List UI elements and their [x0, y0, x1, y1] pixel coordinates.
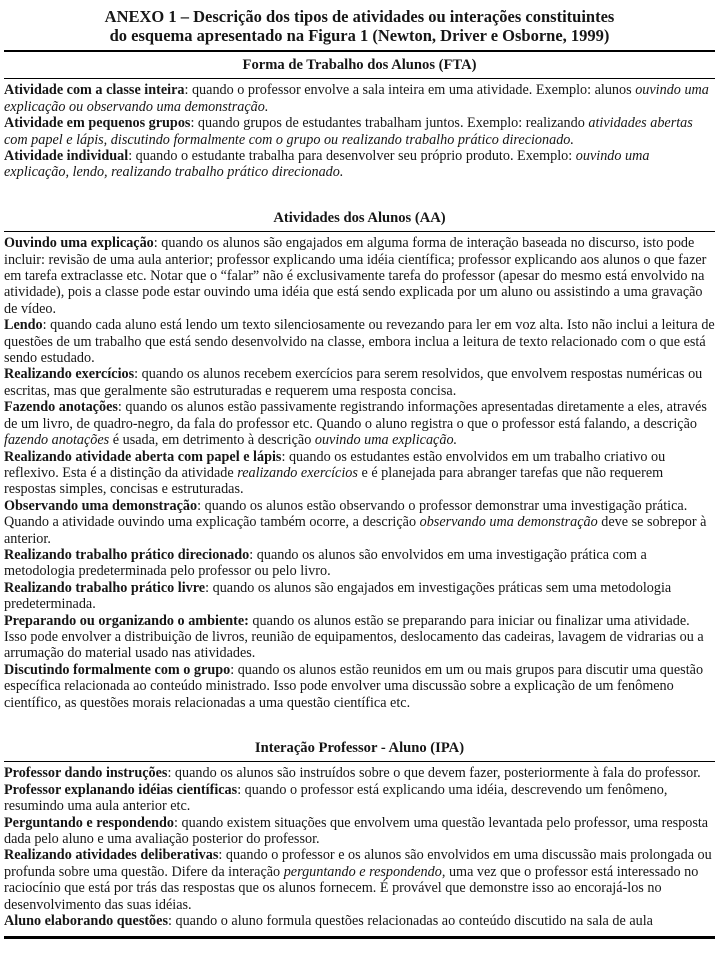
term-label: Atividade individual: [4, 148, 129, 165]
term-label: Preparando ou organizando o ambiente:: [4, 612, 249, 629]
definition-entry: [4, 498, 715, 547]
emphasis-text: atividades abertas com papel e lápis, discutindo formalmente com o grupo ou realizando trabalho prático direcionado.: [4, 115, 693, 148]
section-header: Atividades dos Alunos (AA): [273, 209, 446, 226]
emphasis-text: ouvindo uma explicação, lendo, realizando trabalho prático direcionado.: [4, 148, 650, 181]
body-text: : quando o professor e os alunos são envolvidos em uma discussão mais prolongada ou profunda sobre uma questão. Difere da interação: [4, 847, 712, 880]
document-section: [4, 57, 715, 181]
definition-entry: [4, 847, 715, 913]
body-text: : quando os alunos estão passivamente registrando informações apresentadas diretamente a eles, através de um livro, de quadro-negro, da fala do professor etc. Quando o aluno registra o que o professor está falando, a descrição: [4, 399, 707, 432]
term-label: Atividade com a classe inteira: [4, 82, 185, 99]
section-header: Interação Professor - Aluno (IPA): [254, 740, 465, 756]
definition-entry: [4, 235, 715, 317]
definition-entry: [4, 399, 715, 448]
term-label: Professor dando instruções: [4, 765, 168, 782]
body-text: : quando os alunos são instruídos sobre o que devem fazer, posteriormente à fala do professor.: [167, 765, 701, 782]
title-divider: [4, 50, 715, 52]
body-text: : quando os alunos são engajados em investigações práticas sem uma metodologia predeterminada.: [4, 579, 672, 613]
body-text: : quando o professor envolve a sala inteira em uma atividade. Exemplo: alunos: [184, 82, 636, 99]
term-label: Realizando atividades deliberativas: [4, 847, 219, 864]
term-label: Realizando trabalho prático livre: [4, 579, 206, 596]
page-bottom-divider: [4, 936, 715, 939]
definition-entry: [4, 82, 715, 115]
definition-entry: [4, 547, 715, 580]
definition-entry: [4, 613, 715, 662]
body-text: e é planejada para abranger tarefas que não requerem respostas simples, concisas e estruturadas.: [4, 464, 664, 498]
term-label: Discutindo formalmente com o grupo: [4, 661, 231, 678]
definition-entry: [4, 662, 715, 711]
body-text: : quando os alunos recebem exercícios para serem resolvidos, que envolvem respostas numéricas ou escritas, mas que geralmente são estruturadas e requerem uma resposta concisa.: [4, 366, 703, 399]
document-section: [4, 740, 715, 929]
definition-entry: [4, 765, 715, 781]
term-label: Realizando atividade aberta com papel e lápis: [4, 448, 282, 465]
definition-entry: [4, 115, 715, 148]
emphasis-text: fazendo anotações: [4, 432, 110, 449]
term-label: Atividade em pequenos grupos: [4, 115, 191, 132]
section-body: [4, 232, 715, 711]
term-label: Perguntando e respondendo: [4, 814, 175, 831]
document-section: [4, 210, 715, 711]
section-header: Forma de Trabalho dos Alunos (FTA): [242, 57, 477, 73]
body-text: , uma vez que o professor está interessado no raciocínio que está por trás das respostas que os alunos fornecem. É provável que demonstre isso ao encorajá-los no desenvolvimento das suas idéias.: [4, 863, 699, 913]
body-text: : quando o professor está explicando uma idéia, descrevendo um fenômeno, resumindo uma aula anterior etc.: [4, 781, 668, 815]
page-title-line2: do esquema apresentado na Figura 1 (Newton, Driver e Osborne, 1999): [109, 26, 610, 45]
definition-entry: [4, 913, 715, 929]
definition-entry: [4, 782, 715, 815]
body-text: deve se sobrepor à anterior.: [4, 514, 707, 547]
term-label: Realizando exercícios: [4, 366, 135, 383]
definition-entry: [4, 366, 715, 399]
body-text: : quando o estudante trabalha para desenvolver seu próprio produto. Exemplo:: [128, 148, 576, 165]
body-text: : quando os alunos estão observando o professor demonstrar uma investigação prática. Quando a atividade ouvindo uma explicação também ocorre, a descrição: [4, 497, 688, 531]
term-label: Realizando trabalho prático direcionado: [4, 546, 250, 563]
body-text: é usada, em detrimento à descrição: [109, 432, 315, 449]
definition-entry: [4, 580, 715, 613]
emphasis-text: observando uma demonstração: [419, 514, 598, 531]
body-text: : quando os alunos estão reunidos em um ou mais grupos para discutir uma questão específica relacionada ao conteúdo ministrado. Isso pode envolver uma discussão sobre a explicação de um fenômeno científico, as questões morais relacionadas a uma questão científica etc.: [4, 661, 704, 711]
emphasis-text: ouvindo uma explicação.: [314, 432, 458, 449]
sections-container: [4, 57, 715, 929]
emphasis-text: perguntando e respondendo: [283, 863, 442, 880]
term-label: Professor explanando idéias científicas: [4, 781, 238, 798]
definition-entry: [4, 449, 715, 498]
definition-entry: [4, 815, 715, 848]
body-text: : quando grupos de estudantes trabalham juntos. Exemplo: realizando: [190, 115, 589, 132]
body-text: : quando os estudantes estão envolvidos em um trabalho criativo ou reflexivo. Esta é a distinção da atividade: [4, 448, 666, 481]
body-text: : quando os alunos são envolvidos em uma investigação prática com a metodologia predeterminada pelo professor ou pelo livro.: [4, 546, 647, 580]
emphasis-text: realizando exercícios: [237, 464, 358, 481]
term-label: Aluno elaborando questões: [4, 913, 168, 930]
page-title-line1: ANEXO 1 – Descrição dos tipos de atividades ou interações constituintes: [104, 7, 615, 26]
section-body: [4, 762, 715, 929]
body-text: : quando os alunos são engajados em alguma forma de interação baseada no discurso, isto pode incluir: revisão de uma aula anterior; professor explicando uma idéia científica; professor explicando aos alunos o que fazer em tarefa extraclasse etc. Notar que o “falar” não é exclusivamente tarefa do professor (apesar do mesmo está envolvido na atividade), pois a classe pode estar ouvindo uma idéia que está sendo explicada por um aluno ou assistindo a uma gravação de vídeo.: [4, 235, 707, 317]
term-label: Ouvindo uma explicação: [4, 235, 154, 252]
body-text: quando os alunos estão se preparando para iniciar ou finalizar uma atividade. Isso pode envolver a distribuição de livros, reunião de equipamentos, deslocamento das cadeiras, lavagem de vidrarias ou a arrumação do material usado nas atividades.: [4, 612, 704, 662]
body-text: : quando cada aluno está lendo um texto silenciosamente ou revezando para ler em voz alta. Isto não inclui a leitura de questões de um trabalho que está sendo desenvolvido na classe, embora inclua a leitura de texto relacionado com o que está sendo estudado.: [4, 317, 715, 367]
page-title: [4, 4, 715, 45]
term-label: Fazendo anotações: [4, 399, 118, 416]
term-label: Lendo: [4, 317, 43, 334]
section-body: [4, 79, 715, 180]
term-label: Observando uma demonstração: [4, 497, 198, 514]
body-text: : quando existem situações que envolvem uma questão levantada pelo professor, uma resposta dada pelo aluno e uma avaliação posterior do professor.: [4, 814, 709, 848]
body-text: : quando o aluno formula questões relacionadas ao conteúdo discutido na sala de aula: [167, 913, 653, 930]
definition-entry: [4, 317, 715, 366]
emphasis-text: ouvindo uma explicação ou observando uma demonstração.: [4, 82, 709, 115]
definition-entry: [4, 148, 715, 181]
